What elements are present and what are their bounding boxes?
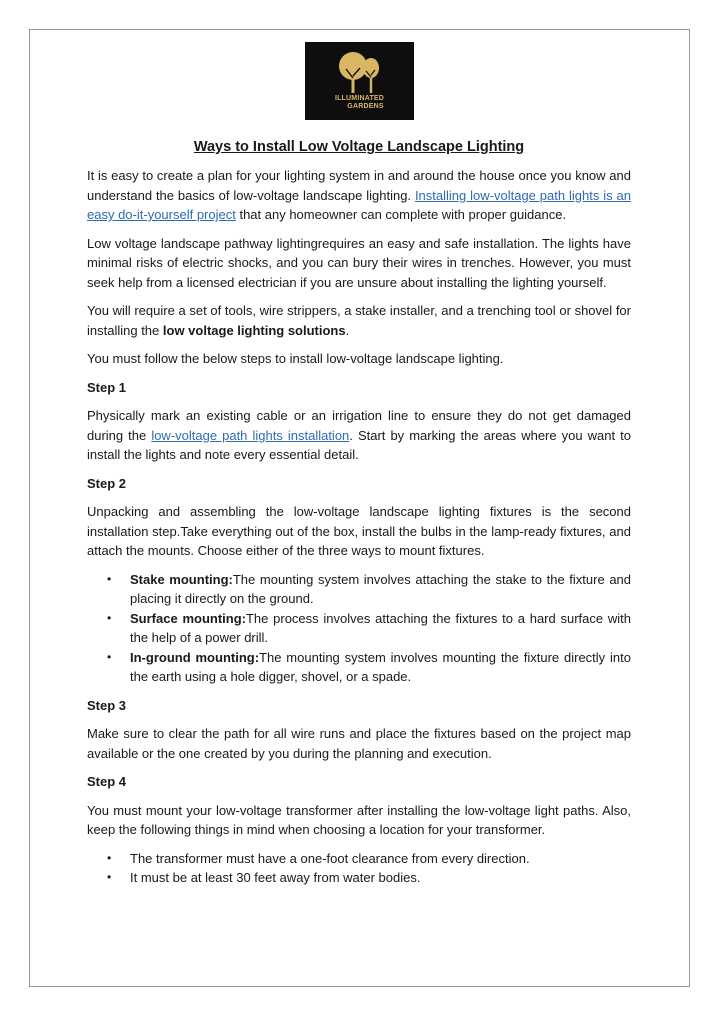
diy-project-link[interactable]: Installing low-voltage path lights is an easy do-it-yourself project [87,187,631,222]
bullet: • [107,571,112,586]
list-item-text: The transformer must have a one-foot clearance from every direction. [130,850,530,866]
logo [305,42,414,120]
intro-paragraph-1 [87,166,631,225]
list-item-text: The process involves attaching the fixtures to a hard surface with the help of a power drill. [130,610,631,645]
tools-text-end: . [345,322,350,338]
logo-line-2: GARDENS [347,103,384,110]
document-body [87,137,631,897]
step-1-heading: Step 1 [87,379,127,395]
list-item [107,609,631,648]
tools-text: You will require a set of tools, wire strippers, a stake installer, and a trenching tool or shovel for installing the [87,303,631,338]
installation-link[interactable]: low-voltage path lights installation [151,427,350,443]
bullet: • [107,649,112,664]
transformer-list [87,849,631,888]
mounting-list [87,570,631,687]
document-title: Ways to Install Low Voltage Landscape Lighting [193,139,525,155]
lighting-solutions-bold: low voltage lighting solutions [162,322,346,338]
list-item [107,868,631,888]
list-item [107,849,631,869]
intro-paragraph-2: Low voltage landscape pathway lightingrequires an easy and safe installation. The lights have minimal risks of electric shocks, and you can bury their wires in trenches. However, you must seek help from a licensed electrician if you are unsure about installing the lighting yourself. [87,235,631,290]
list-item-bold: Surface mounting: [130,610,246,626]
list-item-text: The mounting system involves attaching the stake to the fixture and placing it directly on the ground. [130,571,632,606]
logo-line-1: ILLUMINATED [334,95,385,102]
list-item-bold: In-ground mounting: [130,649,260,665]
step-1-paragraph [87,406,631,465]
intro-paragraph-3 [87,301,631,340]
step-3-heading: Step 3 [87,697,127,713]
intro-paragraph-4: You must follow the below steps to install low-voltage landscape lighting. [87,351,504,366]
step-1-text: Physically mark an existing cable or an irrigation line to ensure they do not get damaged during the [87,408,631,443]
bullet: • [107,610,112,625]
step-1-text-end: . Start by marking the areas where you want to install the lights and note every essential detail. [87,427,632,462]
list-item-bold: Stake mounting: [130,571,233,587]
intro-text-end: that any homeowner can complete with proper guidance. [235,207,567,222]
bullet: • [107,850,112,865]
step-4-heading: Step 4 [87,774,127,789]
step-2-heading: Step 2 [87,475,127,491]
step-4-paragraph: You must mount your low-voltage transformer after installing the low-voltage light paths. Also, keep the following things in mind when choosing a location for your transformer. [87,802,631,837]
step-3-paragraph: Make sure to clear the path for all wire runs and place the fixtures based on the project map available or the one created by you during the planning and execution. [87,726,631,761]
bullet: • [107,870,112,884]
list-item [107,648,631,687]
list-item [107,570,632,609]
intro-text: It is easy to create a plan for your lighting system in and around the house once you know and understand the basics of low-voltage landscape lighting. [87,168,631,203]
step-2-paragraph: Unpacking and assembling the low-voltage landscape lighting fixtures is the second installation step.Take everything out of the box, install the bulbs in the lamp-ready fixtures, and attach the mounts. Choose either of the three ways to mount fixtures. [87,504,631,558]
list-item-text: It must be at least 30 feet away from water bodies. [130,870,421,885]
list-item-text: The mounting system involves mounting the fixture directly into the earth using a hole digger, shovel, or a spade. [130,649,631,684]
